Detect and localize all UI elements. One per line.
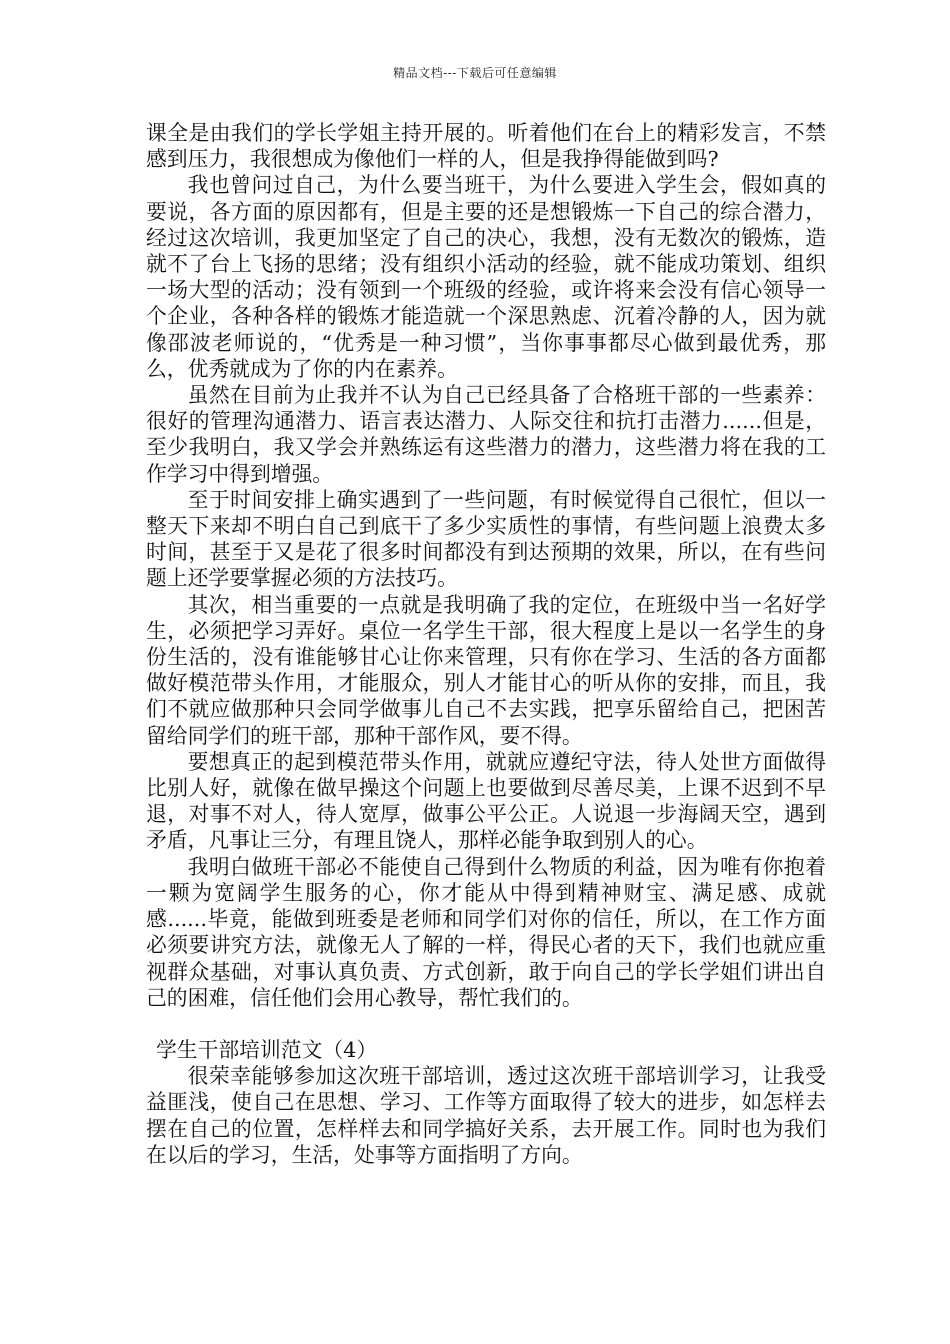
paragraph: 要想真正的起到模范带头作用，就就应遵纪守法，待人处世方面做得比别人好，就像在做早操这个问题上也要做到尽善尽美，上课不迟到不早退，对事不对人，待人宽厚，做事公平公正。人说退一步海阔天空，遇到矛盾，凡事让三分，有理且饶人，那样必能争取到别人的心。 <box>146 749 826 853</box>
paragraph: 我明白做班干部必不能使自己得到什么物质的利益，因为唯有你抱着一颗为宽阔学生服务的心，你才能从中得到精神财宝、满足感、成就感......毕竟，能做到班委是老师和同学们对你的信任，所以，在工作方面必须要讲究方法，就像无人了解的一样，得民心者的天下，我们也就应重视群众基础，对事认真负责、方式创新，敢于向自己的学长学姐们讲出自己的困难，信任他们会用心教导，帮忙我们的。 <box>146 854 826 1010</box>
paragraph: 其次，相当重要的一点就是我明确了我的定位，在班级中当一名好学生，必须把学习弄好。桌位一名学生干部，很大程度上是以一名学生的身份生活的，没有谁能够甘心让你来管理，只有你在学习、生活的各方面都做好模范带头作用，才能服众，别人才能甘心的听从你的安排，而且，我们不就应做那种只会同学做事儿自己不去实践，把享乐留给自己，把困苦留给同学们的班干部，那种干部作风，要不得。 <box>146 592 826 748</box>
paragraph: 虽然在目前为止我并不认为自己已经具备了合格班干部的一些素养：很好的管理沟通潜力、语言表达潜力、人际交往和抗打击潜力......但是，至少我明白，我又学会并熟练运有这些潜力的潜力，这些潜力将在我的工作学习中得到增强。 <box>146 383 826 486</box>
document-body <box>146 120 826 1168</box>
paragraph: 很荣幸能够参加这次班干部培训，透过这次班干部培训学习，让我受益匪浅，使自己在思想、学习、工作等方面取得了较大的进步，如怎样去摆在自己的位置，怎样样去和同学搞好关系，去开展工作。同时也为我们在以后的学习，生活，处事等方面指明了方向。 <box>146 1064 826 1167</box>
page-header: 精品文档---下载后可任意编辑 <box>393 66 557 80</box>
section-title: 学生干部培训范文（4） <box>156 1037 378 1062</box>
paragraph: 至于时间安排上确实遇到了一些问题，有时候觉得自己很忙，但以一整天下来却不明白自己到底干了多少实质性的事情，有些问题上浪费太多时间，甚至于又是花了很多时间都没有到达预期的效果，所以，在有些问题上还学要掌握必须的方法技巧。 <box>146 487 826 591</box>
paragraph-continued: 课全是由我们的学长学姐主持开展的。听着他们在台上的精彩发言，不禁感到压力，我很想成为像他们一样的人，但是我挣得能做到吗? <box>146 121 826 172</box>
paragraph: 我也曾问过自己，为什么要当班干，为什么要进入学生会，假如真的要说，各方面的原因都有，但是主要的还是想锻炼一下自己的综合潜力，经过这次培训，我更加坚定了自己的决心，我想，没有无数次的锻炼，造就不了台上飞扬的思绪；没有组织小活动的经验，就不能成功策划、组织一场大型的活动；没有领到一个班级的经验，或许将来会没有信心领导一个企业，各种各样的锻炼才能造就一个深思熟虑、沉着冷静的人，因为就像邵波老师说的，“优秀是一种习惯”，当你事事都尽心做到最优秀，那么，优秀就成为了你的内在素养。 <box>146 173 826 381</box>
